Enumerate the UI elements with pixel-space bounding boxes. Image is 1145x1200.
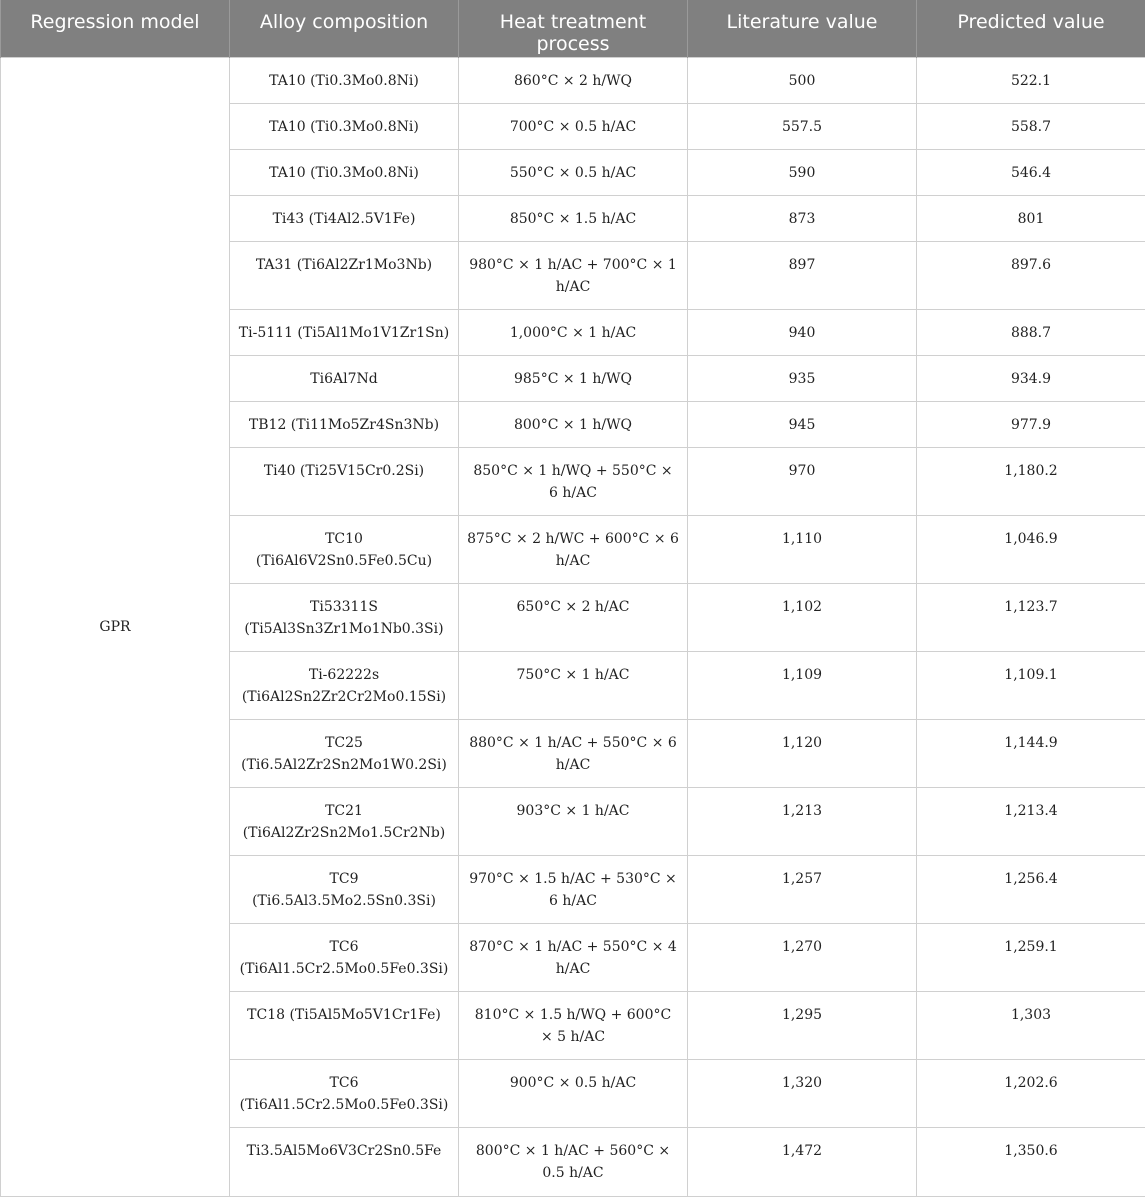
table-body	[1, 57, 1145, 1196]
alloy-cell: TA10 (Ti0.3Mo0.8Ni)	[230, 149, 459, 195]
process-cell: 850°C × 1.5 h/AC	[459, 195, 688, 241]
predicted-value-cell: 1,256.4	[917, 855, 1145, 923]
literature-value-cell: 1,120	[688, 719, 917, 787]
predicted-value-cell: 1,350.6	[917, 1127, 1145, 1196]
process-cell: 800°C × 1 h/WQ	[459, 401, 688, 447]
alloy-cell: TC9 (Ti6.5Al3.5Mo2.5Sn0.3Si)	[230, 855, 459, 923]
predicted-value-cell: 1,144.9	[917, 719, 1145, 787]
predicted-value-cell: 522.1	[917, 57, 1145, 103]
process-cell: 1,000°C × 1 h/AC	[459, 309, 688, 355]
predicted-value-cell: 546.4	[917, 149, 1145, 195]
literature-value-cell: 1,102	[688, 583, 917, 651]
predicted-value-cell: 888.7	[917, 309, 1145, 355]
literature-value-cell: 1,270	[688, 923, 917, 991]
header-predicted-value: Predicted value	[917, 0, 1145, 57]
process-cell: 550°C × 0.5 h/AC	[459, 149, 688, 195]
predicted-value-cell: 1,109.1	[917, 651, 1145, 719]
header-alloy-composition: Alloy composition	[230, 0, 459, 57]
process-cell: 650°C × 2 h/AC	[459, 583, 688, 651]
alloy-cell: TB12 (Ti11Mo5Zr4Sn3Nb)	[230, 401, 459, 447]
alloy-cell: TC18 (Ti5Al5Mo5V1Cr1Fe)	[230, 991, 459, 1059]
literature-value-cell: 1,213	[688, 787, 917, 855]
predicted-value-cell: 897.6	[917, 241, 1145, 309]
process-cell: 980°C × 1 h/AC + 700°C × 1 h/AC	[459, 241, 688, 309]
literature-value-cell: 945	[688, 401, 917, 447]
alloy-cell: Ti53311S (Ti5Al3Sn3Zr1Mo1Nb0.3Si)	[230, 583, 459, 651]
predicted-value-cell: 558.7	[917, 103, 1145, 149]
predicted-value-cell: 1,180.2	[917, 447, 1145, 515]
alloy-cell: TA31 (Ti6Al2Zr1Mo3Nb)	[230, 241, 459, 309]
process-cell: 800°C × 1 h/AC + 560°C × 0.5 h/AC	[459, 1127, 688, 1196]
predicted-value-cell: 1,259.1	[917, 923, 1145, 991]
header-row	[1, 0, 1145, 57]
alloy-cell: Ti40 (Ti25V15Cr0.2Si)	[230, 447, 459, 515]
alloy-cell: Ti-5111 (Ti5Al1Mo1V1Zr1Sn)	[230, 309, 459, 355]
alloy-cell: TA10 (Ti0.3Mo0.8Ni)	[230, 57, 459, 103]
predicted-value-cell: 1,202.6	[917, 1059, 1145, 1127]
alloy-cell: TC10 (Ti6Al6V2Sn0.5Fe0.5Cu)	[230, 515, 459, 583]
alloy-cell: TC21 (Ti6Al2Zr2Sn2Mo1.5Cr2Nb)	[230, 787, 459, 855]
process-cell: 900°C × 0.5 h/AC	[459, 1059, 688, 1127]
literature-value-cell: 873	[688, 195, 917, 241]
process-cell: 985°C × 1 h/WQ	[459, 355, 688, 401]
regression-model-cell: GPR	[1, 57, 230, 1196]
literature-value-cell: 557.5	[688, 103, 917, 149]
alloy-cell: TC6 (Ti6Al1.5Cr2.5Mo0.5Fe0.3Si)	[230, 1059, 459, 1127]
literature-value-cell: 940	[688, 309, 917, 355]
alloy-cell: Ti6Al7Nd	[230, 355, 459, 401]
literature-value-cell: 1,109	[688, 651, 917, 719]
process-cell: 880°C × 1 h/AC + 550°C × 6 h/AC	[459, 719, 688, 787]
literature-value-cell: 897	[688, 241, 917, 309]
header-heat-treatment: Heat treatment process	[459, 0, 688, 57]
process-cell: 850°C × 1 h/WQ + 550°C × 6 h/AC	[459, 447, 688, 515]
alloy-cell: TC6 (Ti6Al1.5Cr2.5Mo0.5Fe0.3Si)	[230, 923, 459, 991]
alloy-cell: TC25 (Ti6.5Al2Zr2Sn2Mo1W0.2Si)	[230, 719, 459, 787]
predicted-value-cell: 1,123.7	[917, 583, 1145, 651]
alloy-cell: TA10 (Ti0.3Mo0.8Ni)	[230, 103, 459, 149]
header-regression-model: Regression model	[1, 0, 230, 57]
process-cell: 875°C × 2 h/WC + 600°C × 6 h/AC	[459, 515, 688, 583]
predicted-value-cell: 977.9	[917, 401, 1145, 447]
alloy-cell: Ti3.5Al5Mo6V3Cr2Sn0.5Fe	[230, 1127, 459, 1196]
predicted-value-cell: 934.9	[917, 355, 1145, 401]
literature-value-cell: 500	[688, 57, 917, 103]
predicted-value-cell: 1,213.4	[917, 787, 1145, 855]
literature-value-cell: 970	[688, 447, 917, 515]
alloy-cell: Ti-62222s (Ti6Al2Sn2Zr2Cr2Mo0.15Si)	[230, 651, 459, 719]
process-cell: 750°C × 1 h/AC	[459, 651, 688, 719]
predicted-value-cell: 801	[917, 195, 1145, 241]
process-cell: 860°C × 2 h/WQ	[459, 57, 688, 103]
process-cell: 810°C × 1.5 h/WQ + 600°C × 5 h/AC	[459, 991, 688, 1059]
process-cell: 970°C × 1.5 h/AC + 530°C × 6 h/AC	[459, 855, 688, 923]
process-cell: 870°C × 1 h/AC + 550°C × 4 h/AC	[459, 923, 688, 991]
alloy-cell: Ti43 (Ti4Al2.5V1Fe)	[230, 195, 459, 241]
literature-value-cell: 935	[688, 355, 917, 401]
literature-value-cell: 590	[688, 149, 917, 195]
literature-value-cell: 1,257	[688, 855, 917, 923]
literature-value-cell: 1,295	[688, 991, 917, 1059]
predicted-value-cell: 1,303	[917, 991, 1145, 1059]
process-cell: 903°C × 1 h/AC	[459, 787, 688, 855]
literature-value-cell: 1,472	[688, 1127, 917, 1196]
table-row	[1, 57, 1145, 103]
header-literature-value: Literature value	[688, 0, 917, 57]
process-cell: 700°C × 0.5 h/AC	[459, 103, 688, 149]
literature-value-cell: 1,110	[688, 515, 917, 583]
literature-value-cell: 1,320	[688, 1059, 917, 1127]
predicted-value-cell: 1,046.9	[917, 515, 1145, 583]
